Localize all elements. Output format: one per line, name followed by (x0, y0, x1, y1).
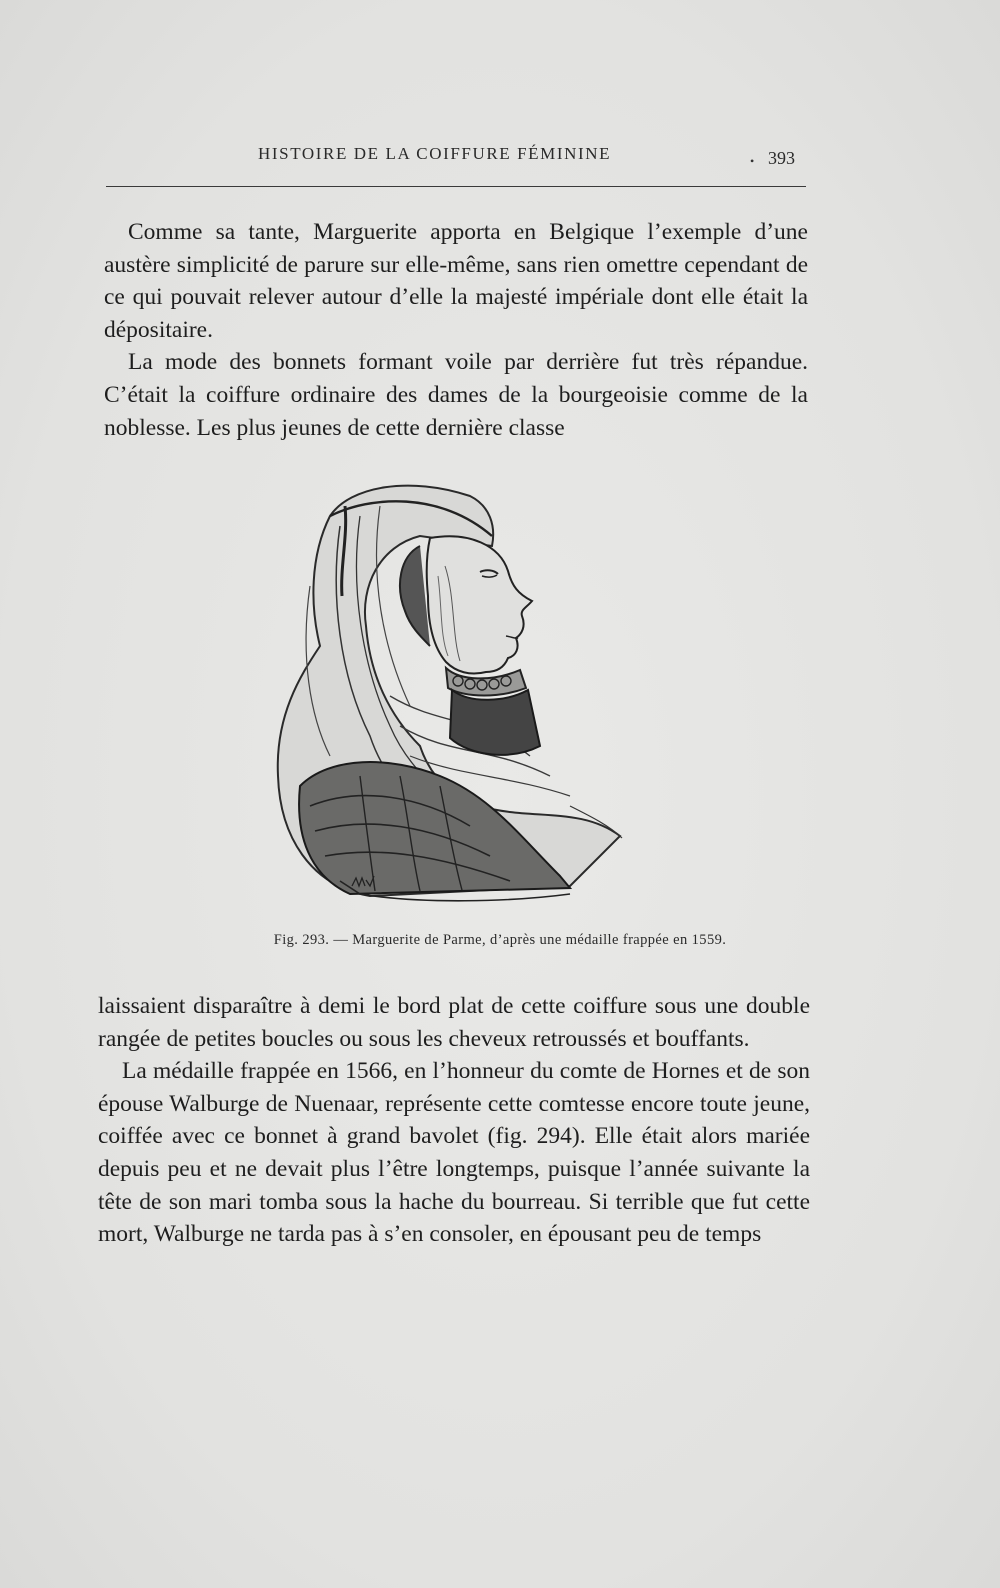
paragraph: laissaient disparaître à demi le bord plat de cette coiffure sous une double rangée de petites boucles ou sous les cheveux retroussés et bouffants. (98, 993, 810, 1052)
paragraph: La médaille frappée en 1566, en l’honneur du comte de Hornes et de son épouse Walburge de Nuenaar, représente cette comtesse encore toute jeune, coiffée avec ce bonnet à grand bavolet (fig. 294). Elle était alors mariée depuis peu et ne devait plus l’être longtemps, puisque l’année suivante la tête de son mari tomba sous la hache du bourreau. Si terrible que fut cette mort, Walburge ne tarda pas à s’en consoler, en épousant peu de temps (98, 1058, 810, 1248)
text-block-top (104, 216, 808, 444)
page-number: 393 (768, 148, 795, 168)
portrait-illustration (270, 476, 640, 916)
portrait-engraving (270, 476, 640, 916)
paragraph: Comme sa tante, Marguerite apporta en Belgique l’exemple d’une austère simplicité de parure sur elle-même, sans rien omettre cependant de ce qui pouvait relever autour d’elle la majesté impériale dont elle était la dépositaire. (104, 219, 808, 343)
header-rule (106, 186, 806, 187)
text-block-bottom (98, 990, 810, 1251)
figure-caption: Fig. 293. — Marguerite de Parme, d’après une médaille frappée en 1559. (273, 932, 727, 948)
running-head (106, 140, 806, 170)
running-title: HISTOIRE DE LA COIFFURE FÉMININE (258, 144, 612, 163)
paragraph: La mode des bonnets formant voile par derrière fut très répandue. C’était la coiffure ordinaire des dames de la bourgeoisie comme de la noblesse. Les plus jeunes de cette dernière classe (104, 349, 808, 441)
head-dot: • (750, 154, 755, 168)
